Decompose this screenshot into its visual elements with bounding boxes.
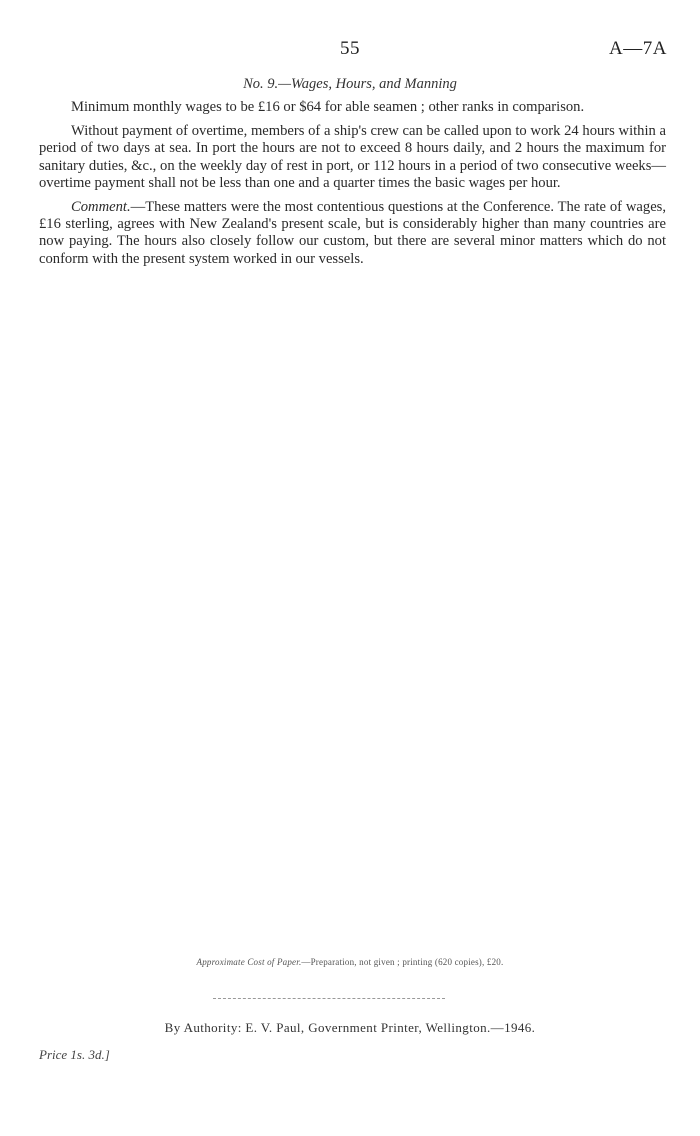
section-heading: No. 9.—Wages, Hours, and Manning	[243, 76, 457, 92]
body-text	[39, 99, 666, 275]
cost-text: —Preparation, not given ; printing (620 copies), £20.	[301, 957, 504, 967]
paragraph-overtime-hours: Without payment of overtime, members of a ship's crew can be called upon to work 24 hours within a period of two days at sea. In port the hours are not to exceed 8 hours daily, and 2 hours the maximum for sanitary duties, &c., on the weekly day of rest in port, or 112 hours in a period of two consecutive weeks—overtime payment shall not be less than one and a quarter times the basic wages per hour.	[39, 123, 666, 191]
paragraph-minimum-wages: Minimum monthly wages to be £16 or $64 for able seamen ; other ranks in comparison.	[71, 99, 585, 115]
comment-text: —These matters were the most contentious questions at the Conference. The rate of wages, £16 sterling, agrees with New Zealand's present scale, but is considerably higher than many countries are now paying. The hours also closely follow our custom, but there are several minor matters which do not conform with the present system worked in our vessels.	[39, 199, 666, 267]
authority-line: By Authority: E. V. Paul, Government Printer, Wellington.—1946.	[164, 1020, 536, 1035]
cost-note	[0, 957, 700, 967]
paper-code: A—7A	[609, 38, 667, 59]
page-number: 55	[340, 38, 360, 59]
footer-divider	[213, 998, 445, 999]
cost-label: Approximate Cost of Paper.	[196, 957, 302, 967]
price-line: Price 1s. 3d.]	[39, 1047, 110, 1062]
paragraph-comment	[39, 199, 666, 268]
comment-label: Comment.	[71, 199, 131, 216]
